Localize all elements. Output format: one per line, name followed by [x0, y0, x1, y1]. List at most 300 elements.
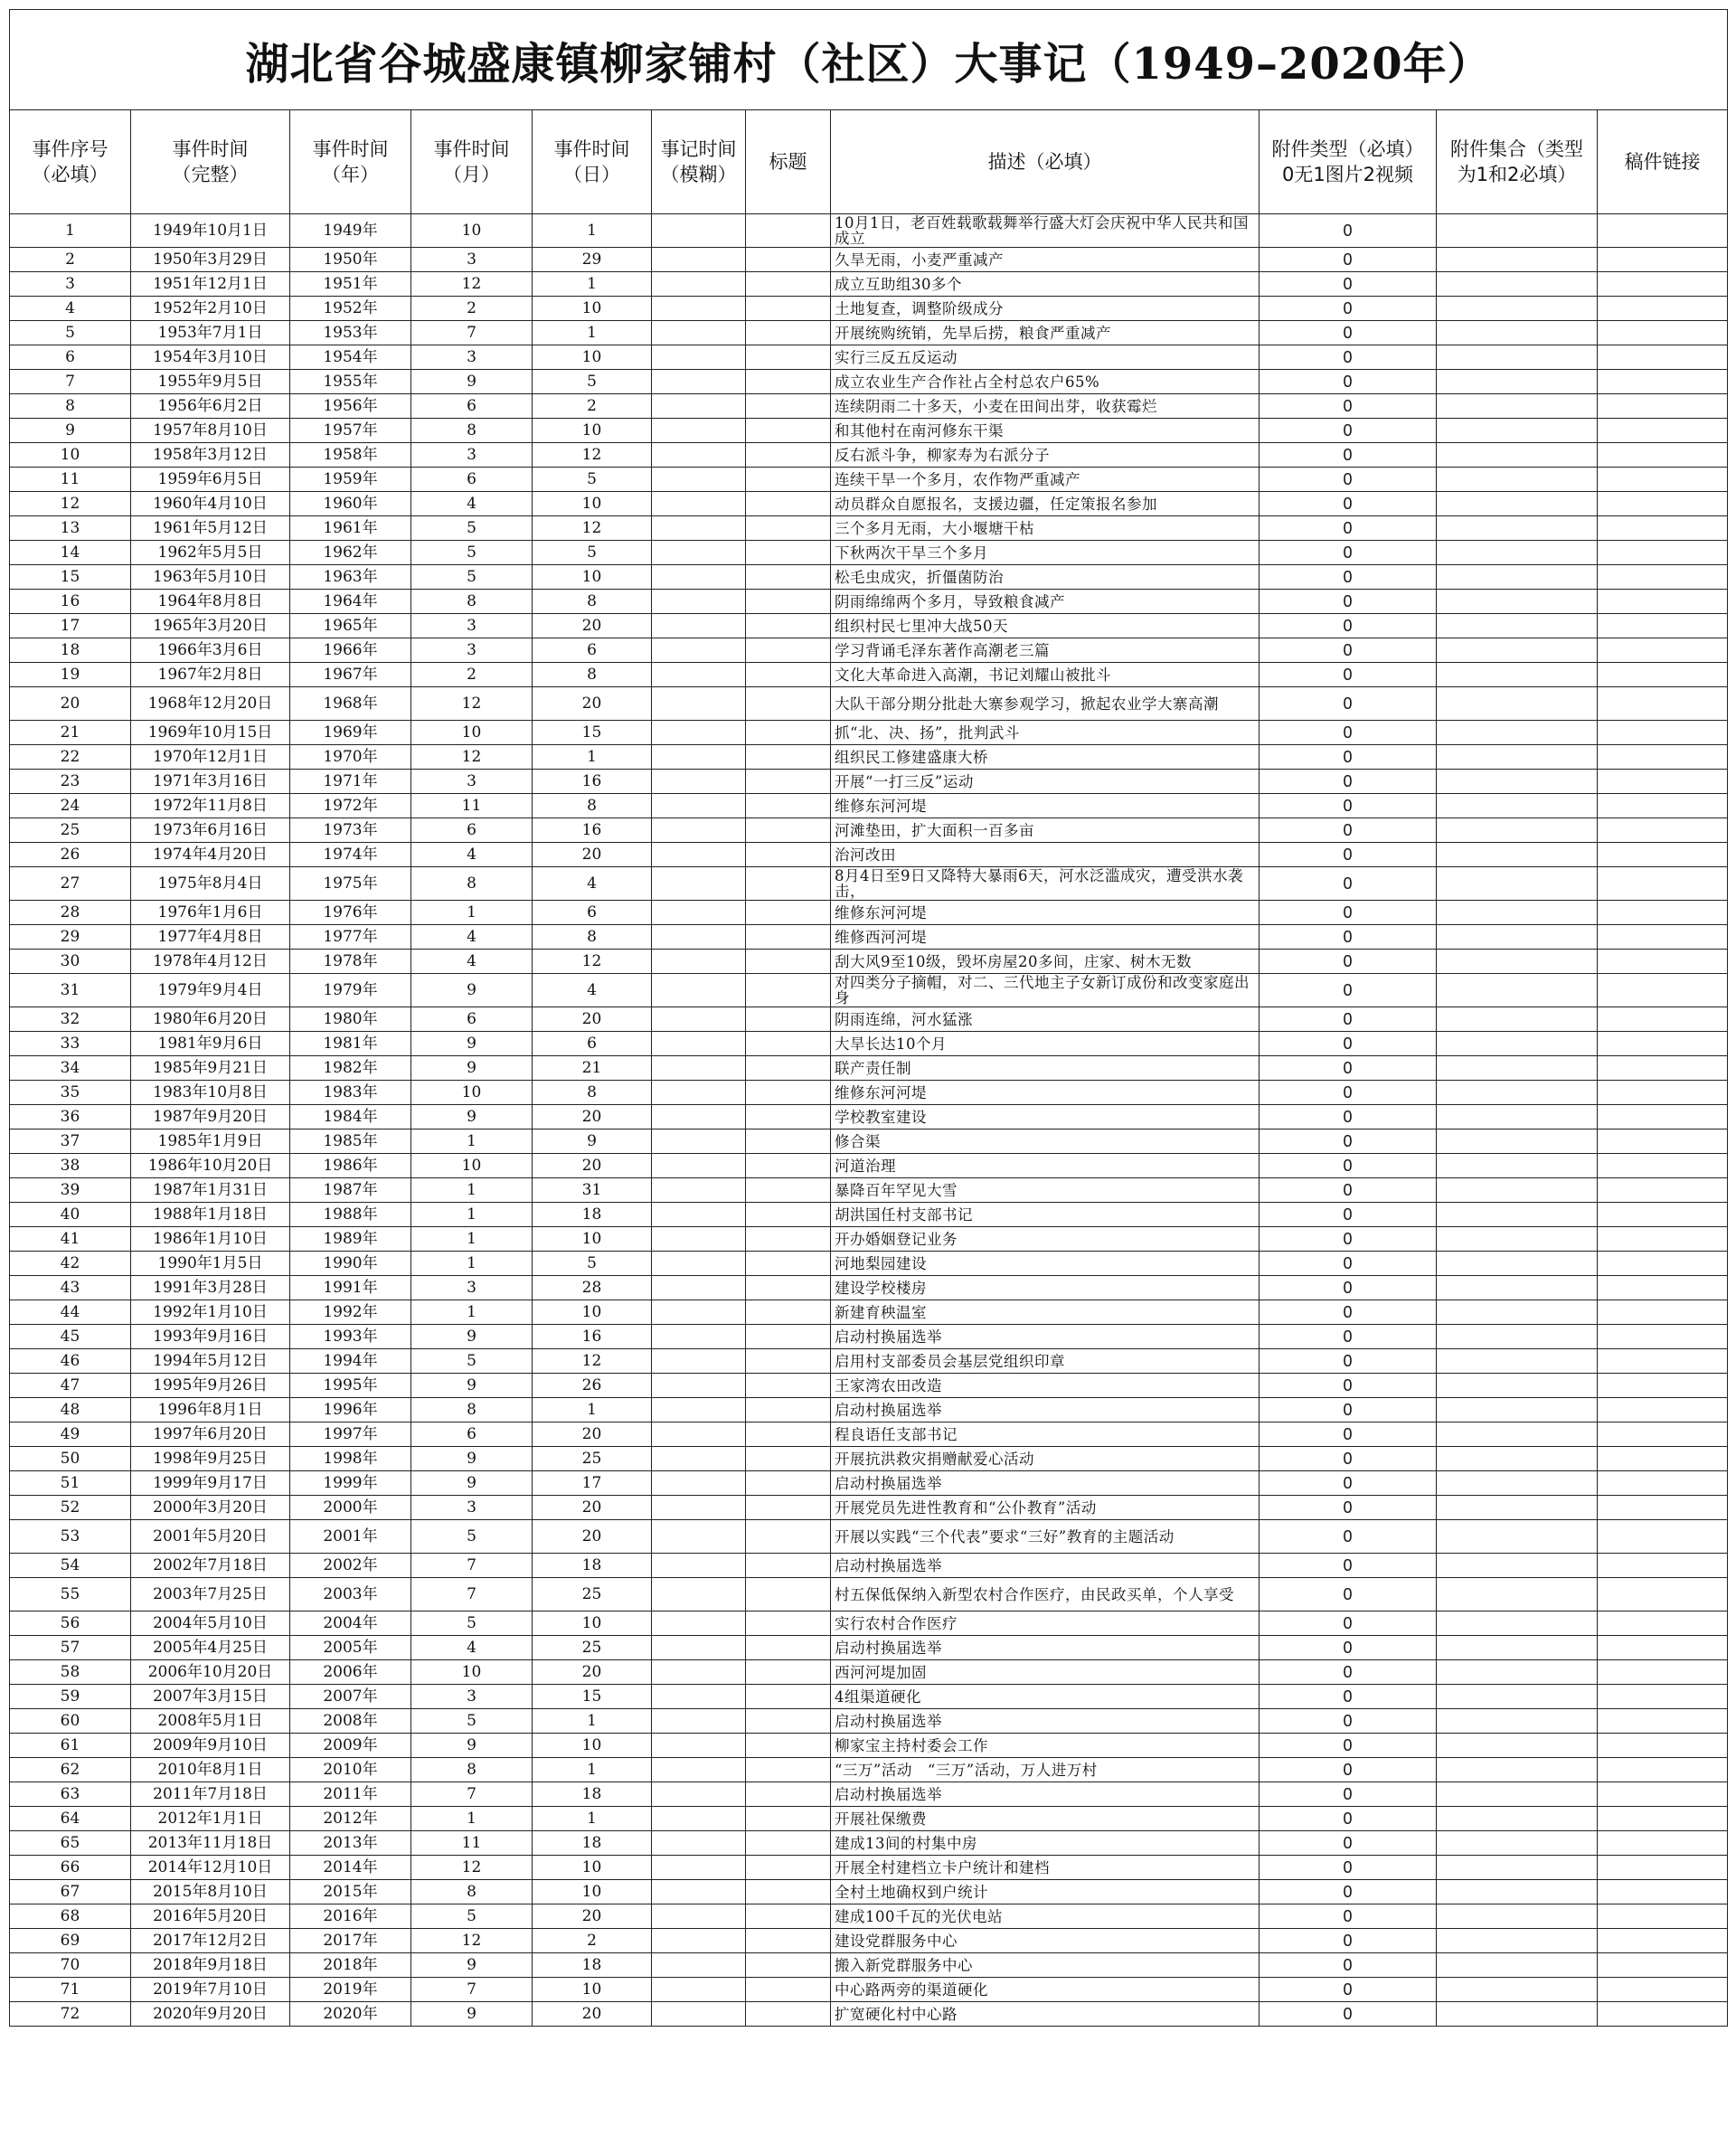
cell-attachment-type[interactable]: 0 — [1260, 1129, 1437, 1154]
cell-fuzzy-time[interactable] — [652, 721, 746, 745]
cell-description[interactable]: 阴雨连绵，河水猛涨 — [831, 1007, 1260, 1032]
cell-event-day[interactable]: 20 — [533, 1904, 652, 1929]
cell-event-number[interactable]: 56 — [10, 1611, 131, 1636]
cell-fuzzy-time[interactable] — [652, 1398, 746, 1422]
cell-description[interactable]: 开展抗洪救灾捐赠献爱心活动 — [831, 1447, 1260, 1471]
cell-event-month[interactable]: 1 — [411, 1178, 533, 1203]
cell-attachment-set[interactable] — [1437, 950, 1598, 974]
cell-attachment-set[interactable] — [1437, 1880, 1598, 1904]
cell-event-year[interactable]: 1989年 — [290, 1227, 411, 1252]
cell-attachment-type[interactable]: 0 — [1260, 214, 1437, 248]
cell-attachment-set[interactable] — [1437, 1081, 1598, 1105]
cell-event-number[interactable]: 18 — [10, 638, 131, 663]
cell-fuzzy-time[interactable] — [652, 1685, 746, 1709]
cell-event-month[interactable]: 9 — [411, 1953, 533, 1978]
cell-manuscript-link[interactable] — [1598, 687, 1728, 721]
cell-description[interactable]: 启动村换届选举 — [831, 1782, 1260, 1807]
cell-title[interactable] — [746, 1471, 831, 1496]
cell-event-number[interactable]: 28 — [10, 901, 131, 925]
cell-manuscript-link[interactable] — [1598, 214, 1728, 248]
cell-event-date-full[interactable]: 2011年7月18日 — [131, 1782, 290, 1807]
cell-event-month[interactable]: 9 — [411, 370, 533, 394]
cell-event-date-full[interactable]: 1975年8月4日 — [131, 867, 290, 901]
cell-event-year[interactable]: 2006年 — [290, 1660, 411, 1685]
cell-description[interactable]: 开展统购统销，先旱后捞，粮食严重减产 — [831, 321, 1260, 345]
cell-event-year[interactable]: 1978年 — [290, 950, 411, 974]
cell-fuzzy-time[interactable] — [652, 1758, 746, 1782]
cell-event-number[interactable]: 65 — [10, 1831, 131, 1856]
cell-attachment-type[interactable]: 0 — [1260, 2002, 1437, 2027]
cell-event-year[interactable]: 1980年 — [290, 1007, 411, 1032]
cell-attachment-type[interactable]: 0 — [1260, 443, 1437, 468]
header-event-month[interactable]: 事件时间 （月） — [411, 110, 533, 214]
cell-event-date-full[interactable]: 2006年10月20日 — [131, 1660, 290, 1685]
cell-event-month[interactable]: 6 — [411, 468, 533, 492]
cell-event-date-full[interactable]: 1960年4月10日 — [131, 492, 290, 516]
cell-event-month[interactable]: 4 — [411, 925, 533, 950]
cell-manuscript-link[interactable] — [1598, 590, 1728, 614]
cell-attachment-type[interactable]: 0 — [1260, 1611, 1437, 1636]
cell-manuscript-link[interactable] — [1598, 1856, 1728, 1880]
cell-event-day[interactable]: 10 — [533, 1300, 652, 1325]
cell-event-date-full[interactable]: 1964年8月8日 — [131, 590, 290, 614]
cell-title[interactable] — [746, 1554, 831, 1578]
cell-event-year[interactable]: 1951年 — [290, 272, 411, 297]
cell-description[interactable]: 和其他村在南河修东干渠 — [831, 419, 1260, 443]
cell-attachment-type[interactable]: 0 — [1260, 1374, 1437, 1398]
cell-description[interactable]: 程良语任支部书记 — [831, 1422, 1260, 1447]
cell-fuzzy-time[interactable] — [652, 370, 746, 394]
cell-event-number[interactable]: 40 — [10, 1203, 131, 1227]
cell-event-month[interactable]: 5 — [411, 1349, 533, 1374]
cell-description[interactable]: 搬入新党群服务中心 — [831, 1953, 1260, 1978]
cell-manuscript-link[interactable] — [1598, 248, 1728, 272]
cell-attachment-set[interactable] — [1437, 419, 1598, 443]
cell-event-date-full[interactable]: 2000年3月20日 — [131, 1496, 290, 1520]
cell-title[interactable] — [746, 818, 831, 843]
header-event-year[interactable]: 事件时间 （年） — [290, 110, 411, 214]
cell-attachment-set[interactable] — [1437, 394, 1598, 419]
cell-manuscript-link[interactable] — [1598, 843, 1728, 867]
cell-manuscript-link[interactable] — [1598, 1007, 1728, 1032]
cell-event-date-full[interactable]: 1949年10月1日 — [131, 214, 290, 248]
cell-title[interactable] — [746, 565, 831, 590]
cell-title[interactable] — [746, 1081, 831, 1105]
cell-attachment-set[interactable] — [1437, 1709, 1598, 1734]
cell-fuzzy-time[interactable] — [652, 1929, 746, 1953]
cell-event-date-full[interactable]: 1994年5月12日 — [131, 1349, 290, 1374]
cell-event-month[interactable]: 3 — [411, 1685, 533, 1709]
cell-event-year[interactable]: 1999年 — [290, 1471, 411, 1496]
cell-event-number[interactable]: 54 — [10, 1554, 131, 1578]
cell-attachment-set[interactable] — [1437, 214, 1598, 248]
cell-event-year[interactable]: 1950年 — [290, 248, 411, 272]
cell-event-year[interactable]: 2020年 — [290, 2002, 411, 2027]
cell-manuscript-link[interactable] — [1598, 950, 1728, 974]
cell-event-year[interactable]: 1982年 — [290, 1056, 411, 1081]
cell-event-number[interactable]: 67 — [10, 1880, 131, 1904]
cell-attachment-type[interactable]: 0 — [1260, 1520, 1437, 1554]
cell-event-day[interactable]: 10 — [533, 1734, 652, 1758]
cell-title[interactable] — [746, 1709, 831, 1734]
cell-event-month[interactable]: 2 — [411, 297, 533, 321]
cell-attachment-set[interactable] — [1437, 1554, 1598, 1578]
cell-attachment-set[interactable] — [1437, 1056, 1598, 1081]
cell-event-number[interactable]: 50 — [10, 1447, 131, 1471]
cell-event-date-full[interactable]: 1999年9月17日 — [131, 1471, 290, 1496]
cell-title[interactable] — [746, 1276, 831, 1300]
cell-event-year[interactable]: 1965年 — [290, 614, 411, 638]
cell-event-year[interactable]: 1996年 — [290, 1398, 411, 1422]
cell-fuzzy-time[interactable] — [652, 1520, 746, 1554]
cell-event-year[interactable]: 1985年 — [290, 1129, 411, 1154]
cell-event-number[interactable]: 64 — [10, 1807, 131, 1831]
cell-event-number[interactable]: 45 — [10, 1325, 131, 1349]
cell-title[interactable] — [746, 1447, 831, 1471]
cell-attachment-type[interactable]: 0 — [1260, 1056, 1437, 1081]
cell-event-number[interactable]: 36 — [10, 1105, 131, 1129]
cell-event-date-full[interactable]: 1986年10月20日 — [131, 1154, 290, 1178]
cell-attachment-type[interactable]: 0 — [1260, 1300, 1437, 1325]
cell-description[interactable]: “三万”活动 “三万”活动，万人进万村 — [831, 1758, 1260, 1782]
cell-fuzzy-time[interactable] — [652, 1782, 746, 1807]
cell-attachment-set[interactable] — [1437, 541, 1598, 565]
cell-event-year[interactable]: 2015年 — [290, 1880, 411, 1904]
cell-event-day[interactable]: 8 — [533, 794, 652, 818]
cell-event-year[interactable]: 1966年 — [290, 638, 411, 663]
cell-event-date-full[interactable]: 1987年9月20日 — [131, 1105, 290, 1129]
cell-event-month[interactable]: 7 — [411, 321, 533, 345]
cell-attachment-type[interactable]: 0 — [1260, 843, 1437, 867]
cell-event-date-full[interactable]: 2015年8月10日 — [131, 1880, 290, 1904]
cell-event-date-full[interactable]: 1997年6月20日 — [131, 1422, 290, 1447]
cell-attachment-set[interactable] — [1437, 1782, 1598, 1807]
cell-description[interactable]: 治河改田 — [831, 843, 1260, 867]
cell-manuscript-link[interactable] — [1598, 443, 1728, 468]
cell-event-date-full[interactable]: 2013年11月18日 — [131, 1831, 290, 1856]
cell-manuscript-link[interactable] — [1598, 1831, 1728, 1856]
cell-attachment-set[interactable] — [1437, 867, 1598, 901]
cell-event-date-full[interactable]: 2001年5月20日 — [131, 1520, 290, 1554]
cell-event-year[interactable]: 1967年 — [290, 663, 411, 687]
cell-manuscript-link[interactable] — [1598, 1178, 1728, 1203]
cell-attachment-type[interactable]: 0 — [1260, 1734, 1437, 1758]
cell-event-day[interactable]: 6 — [533, 901, 652, 925]
cell-attachment-type[interactable]: 0 — [1260, 1081, 1437, 1105]
cell-event-day[interactable]: 12 — [533, 950, 652, 974]
cell-fuzzy-time[interactable] — [652, 468, 746, 492]
cell-title[interactable] — [746, 1105, 831, 1129]
cell-event-date-full[interactable]: 2009年9月10日 — [131, 1734, 290, 1758]
cell-attachment-set[interactable] — [1437, 1953, 1598, 1978]
cell-attachment-type[interactable]: 0 — [1260, 901, 1437, 925]
cell-event-date-full[interactable]: 1952年2月10日 — [131, 297, 290, 321]
cell-event-year[interactable]: 2003年 — [290, 1578, 411, 1611]
cell-manuscript-link[interactable] — [1598, 1227, 1728, 1252]
cell-fuzzy-time[interactable] — [652, 248, 746, 272]
cell-event-day[interactable]: 10 — [533, 1611, 652, 1636]
cell-attachment-type[interactable]: 0 — [1260, 1685, 1437, 1709]
cell-description[interactable]: 成立农业生产合作社占全村总农户65% — [831, 370, 1260, 394]
cell-attachment-set[interactable] — [1437, 272, 1598, 297]
cell-attachment-set[interactable] — [1437, 721, 1598, 745]
cell-title[interactable] — [746, 492, 831, 516]
cell-event-day[interactable]: 20 — [533, 843, 652, 867]
cell-event-month[interactable]: 5 — [411, 1520, 533, 1554]
cell-attachment-type[interactable]: 0 — [1260, 1203, 1437, 1227]
cell-attachment-type[interactable]: 0 — [1260, 1496, 1437, 1520]
cell-event-month[interactable]: 5 — [411, 1904, 533, 1929]
cell-event-year[interactable]: 2008年 — [290, 1709, 411, 1734]
cell-manuscript-link[interactable] — [1598, 1685, 1728, 1709]
cell-attachment-type[interactable]: 0 — [1260, 1578, 1437, 1611]
cell-event-year[interactable]: 1971年 — [290, 770, 411, 794]
cell-fuzzy-time[interactable] — [652, 394, 746, 419]
cell-event-month[interactable]: 9 — [411, 1734, 533, 1758]
cell-event-day[interactable]: 1 — [533, 1709, 652, 1734]
cell-title[interactable] — [746, 419, 831, 443]
cell-fuzzy-time[interactable] — [652, 1496, 746, 1520]
cell-description[interactable]: 启动村换届选举 — [831, 1554, 1260, 1578]
cell-manuscript-link[interactable] — [1598, 1636, 1728, 1660]
cell-event-number[interactable]: 11 — [10, 468, 131, 492]
cell-event-day[interactable]: 6 — [533, 1032, 652, 1056]
cell-event-date-full[interactable]: 1967年2月8日 — [131, 663, 290, 687]
cell-event-date-full[interactable]: 1977年4月8日 — [131, 925, 290, 950]
cell-description[interactable]: 实行三反五反运动 — [831, 345, 1260, 370]
cell-attachment-type[interactable]: 0 — [1260, 614, 1437, 638]
cell-event-number[interactable]: 31 — [10, 974, 131, 1007]
cell-title[interactable] — [746, 1520, 831, 1554]
cell-manuscript-link[interactable] — [1598, 1447, 1728, 1471]
cell-attachment-set[interactable] — [1437, 1178, 1598, 1203]
cell-attachment-type[interactable]: 0 — [1260, 721, 1437, 745]
cell-attachment-type[interactable]: 0 — [1260, 950, 1437, 974]
cell-event-date-full[interactable]: 1953年7月1日 — [131, 321, 290, 345]
cell-attachment-type[interactable]: 0 — [1260, 297, 1437, 321]
cell-event-year[interactable]: 1969年 — [290, 721, 411, 745]
cell-event-date-full[interactable]: 1973年6月16日 — [131, 818, 290, 843]
cell-attachment-type[interactable]: 0 — [1260, 663, 1437, 687]
cell-title[interactable] — [746, 1734, 831, 1758]
cell-fuzzy-time[interactable] — [652, 770, 746, 794]
cell-event-month[interactable]: 8 — [411, 419, 533, 443]
cell-event-month[interactable]: 8 — [411, 1398, 533, 1422]
cell-event-number[interactable]: 14 — [10, 541, 131, 565]
cell-attachment-set[interactable] — [1437, 1578, 1598, 1611]
cell-event-year[interactable]: 1981年 — [290, 1032, 411, 1056]
cell-event-month[interactable]: 5 — [411, 1611, 533, 1636]
cell-description[interactable]: 维修西河河堤 — [831, 925, 1260, 950]
cell-event-date-full[interactable]: 2002年7月18日 — [131, 1554, 290, 1578]
cell-event-month[interactable]: 10 — [411, 1154, 533, 1178]
cell-event-number[interactable]: 19 — [10, 663, 131, 687]
cell-fuzzy-time[interactable] — [652, 1007, 746, 1032]
cell-event-month[interactable]: 1 — [411, 1807, 533, 1831]
cell-manuscript-link[interactable] — [1598, 770, 1728, 794]
cell-event-day[interactable]: 29 — [533, 248, 652, 272]
cell-event-year[interactable]: 1983年 — [290, 1081, 411, 1105]
cell-event-day[interactable]: 21 — [533, 1056, 652, 1081]
cell-event-day[interactable]: 8 — [533, 925, 652, 950]
cell-fuzzy-time[interactable] — [652, 2002, 746, 2027]
cell-title[interactable] — [746, 1636, 831, 1660]
cell-event-number[interactable]: 59 — [10, 1685, 131, 1709]
cell-event-date-full[interactable]: 1974年4月20日 — [131, 843, 290, 867]
cell-manuscript-link[interactable] — [1598, 974, 1728, 1007]
cell-event-month[interactable]: 7 — [411, 1554, 533, 1578]
cell-fuzzy-time[interactable] — [652, 272, 746, 297]
cell-attachment-type[interactable]: 0 — [1260, 1660, 1437, 1685]
cell-event-number[interactable]: 53 — [10, 1520, 131, 1554]
cell-fuzzy-time[interactable] — [652, 1471, 746, 1496]
cell-event-number[interactable]: 71 — [10, 1978, 131, 2002]
cell-description[interactable]: 维修东河河堤 — [831, 794, 1260, 818]
cell-manuscript-link[interactable] — [1598, 663, 1728, 687]
cell-description[interactable]: 连续干旱一个多月，农作物严重减产 — [831, 468, 1260, 492]
cell-attachment-type[interactable]: 0 — [1260, 590, 1437, 614]
cell-event-date-full[interactable]: 2010年8月1日 — [131, 1758, 290, 1782]
cell-description[interactable]: 实行农村合作医疗 — [831, 1611, 1260, 1636]
cell-event-day[interactable]: 16 — [533, 1325, 652, 1349]
cell-event-day[interactable]: 5 — [533, 541, 652, 565]
cell-manuscript-link[interactable] — [1598, 370, 1728, 394]
cell-title[interactable] — [746, 925, 831, 950]
cell-manuscript-link[interactable] — [1598, 1880, 1728, 1904]
cell-attachment-type[interactable]: 0 — [1260, 1904, 1437, 1929]
cell-attachment-type[interactable]: 0 — [1260, 1807, 1437, 1831]
cell-event-day[interactable]: 5 — [533, 468, 652, 492]
cell-event-year[interactable]: 1964年 — [290, 590, 411, 614]
cell-event-year[interactable]: 1988年 — [290, 1203, 411, 1227]
cell-event-number[interactable]: 69 — [10, 1929, 131, 1953]
cell-event-date-full[interactable]: 2005年4月25日 — [131, 1636, 290, 1660]
cell-manuscript-link[interactable] — [1598, 1154, 1728, 1178]
cell-description[interactable]: 启动村换届选举 — [831, 1636, 1260, 1660]
cell-event-year[interactable]: 2012年 — [290, 1807, 411, 1831]
cell-attachment-type[interactable]: 0 — [1260, 1422, 1437, 1447]
cell-attachment-set[interactable] — [1437, 1758, 1598, 1782]
cell-attachment-set[interactable] — [1437, 663, 1598, 687]
cell-attachment-set[interactable] — [1437, 1447, 1598, 1471]
cell-event-day[interactable]: 18 — [533, 1953, 652, 1978]
cell-attachment-set[interactable] — [1437, 1032, 1598, 1056]
cell-fuzzy-time[interactable] — [652, 1154, 746, 1178]
cell-description[interactable]: 抓“北、决、扬”，批判武斗 — [831, 721, 1260, 745]
cell-event-day[interactable]: 20 — [533, 1496, 652, 1520]
cell-title[interactable] — [746, 770, 831, 794]
cell-manuscript-link[interactable] — [1598, 901, 1728, 925]
cell-title[interactable] — [746, 1154, 831, 1178]
header-description[interactable]: 描述（必填） — [831, 110, 1260, 214]
cell-title[interactable] — [746, 345, 831, 370]
cell-title[interactable] — [746, 614, 831, 638]
cell-event-number[interactable]: 22 — [10, 745, 131, 770]
cell-attachment-set[interactable] — [1437, 565, 1598, 590]
cell-event-date-full[interactable]: 1987年1月31日 — [131, 1178, 290, 1203]
cell-manuscript-link[interactable] — [1598, 516, 1728, 541]
cell-event-date-full[interactable]: 1959年6月5日 — [131, 468, 290, 492]
cell-manuscript-link[interactable] — [1598, 394, 1728, 419]
cell-event-year[interactable]: 2016年 — [290, 1904, 411, 1929]
cell-title[interactable] — [746, 1056, 831, 1081]
cell-event-month[interactable]: 3 — [411, 248, 533, 272]
header-fuzzy-time[interactable]: 事记时间 （模糊） — [652, 110, 746, 214]
cell-event-month[interactable]: 6 — [411, 818, 533, 843]
cell-event-number[interactable]: 46 — [10, 1349, 131, 1374]
cell-event-number[interactable]: 17 — [10, 614, 131, 638]
cell-event-month[interactable]: 11 — [411, 794, 533, 818]
cell-attachment-set[interactable] — [1437, 297, 1598, 321]
cell-event-number[interactable]: 3 — [10, 272, 131, 297]
cell-title[interactable] — [746, 1880, 831, 1904]
cell-description[interactable]: 大旱长达10个月 — [831, 1032, 1260, 1056]
cell-event-date-full[interactable]: 1983年10月8日 — [131, 1081, 290, 1105]
cell-attachment-set[interactable] — [1437, 1611, 1598, 1636]
cell-event-day[interactable]: 12 — [533, 443, 652, 468]
cell-fuzzy-time[interactable] — [652, 950, 746, 974]
cell-event-month[interactable]: 8 — [411, 590, 533, 614]
cell-event-date-full[interactable]: 1955年9月5日 — [131, 370, 290, 394]
cell-description[interactable]: 西河河堤加固 — [831, 1660, 1260, 1685]
cell-event-date-full[interactable]: 1951年12月1日 — [131, 272, 290, 297]
cell-attachment-type[interactable]: 0 — [1260, 1929, 1437, 1953]
cell-title[interactable] — [746, 745, 831, 770]
cell-fuzzy-time[interactable] — [652, 1660, 746, 1685]
cell-event-month[interactable]: 5 — [411, 516, 533, 541]
cell-event-year[interactable]: 2019年 — [290, 1978, 411, 2002]
cell-event-date-full[interactable]: 1985年9月21日 — [131, 1056, 290, 1081]
cell-event-month[interactable]: 9 — [411, 1447, 533, 1471]
cell-event-year[interactable]: 2010年 — [290, 1758, 411, 1782]
cell-event-number[interactable]: 42 — [10, 1252, 131, 1276]
header-attachment-type[interactable]: 附件类型（必填） 0无1图片2视频 — [1260, 110, 1437, 214]
cell-attachment-type[interactable]: 0 — [1260, 1709, 1437, 1734]
cell-attachment-type[interactable]: 0 — [1260, 770, 1437, 794]
cell-attachment-type[interactable]: 0 — [1260, 1154, 1437, 1178]
cell-description[interactable]: 松毛虫成灾，折僵菌防治 — [831, 565, 1260, 590]
cell-fuzzy-time[interactable] — [652, 1056, 746, 1081]
header-event-number[interactable]: 事件序号 （必填） — [10, 110, 131, 214]
cell-attachment-set[interactable] — [1437, 1227, 1598, 1252]
cell-description[interactable]: 开展社保缴费 — [831, 1807, 1260, 1831]
cell-event-date-full[interactable]: 1966年3月6日 — [131, 638, 290, 663]
cell-title[interactable] — [746, 1953, 831, 1978]
cell-event-day[interactable]: 28 — [533, 1276, 652, 1300]
cell-manuscript-link[interactable] — [1598, 1496, 1728, 1520]
cell-title[interactable] — [746, 1398, 831, 1422]
cell-attachment-type[interactable]: 0 — [1260, 272, 1437, 297]
cell-title[interactable] — [746, 468, 831, 492]
cell-event-day[interactable]: 2 — [533, 1929, 652, 1953]
cell-event-date-full[interactable]: 1956年6月2日 — [131, 394, 290, 419]
cell-event-day[interactable]: 20 — [533, 1422, 652, 1447]
cell-manuscript-link[interactable] — [1598, 1904, 1728, 1929]
cell-fuzzy-time[interactable] — [652, 1856, 746, 1880]
cell-event-year[interactable]: 1960年 — [290, 492, 411, 516]
cell-description[interactable]: 村五保低保纳入新型农村合作医疗，由民政买单，个人享受 — [831, 1578, 1260, 1611]
cell-attachment-type[interactable]: 0 — [1260, 1398, 1437, 1422]
cell-event-day[interactable]: 12 — [533, 1349, 652, 1374]
cell-event-month[interactable]: 12 — [411, 272, 533, 297]
cell-event-day[interactable]: 20 — [533, 1660, 652, 1685]
cell-event-day[interactable]: 10 — [533, 565, 652, 590]
cell-event-number[interactable]: 39 — [10, 1178, 131, 1203]
cell-description[interactable]: 组织村民七里冲大战50天 — [831, 614, 1260, 638]
cell-attachment-type[interactable]: 0 — [1260, 492, 1437, 516]
cell-event-date-full[interactable]: 2018年9月18日 — [131, 1953, 290, 1978]
cell-event-number[interactable]: 4 — [10, 297, 131, 321]
